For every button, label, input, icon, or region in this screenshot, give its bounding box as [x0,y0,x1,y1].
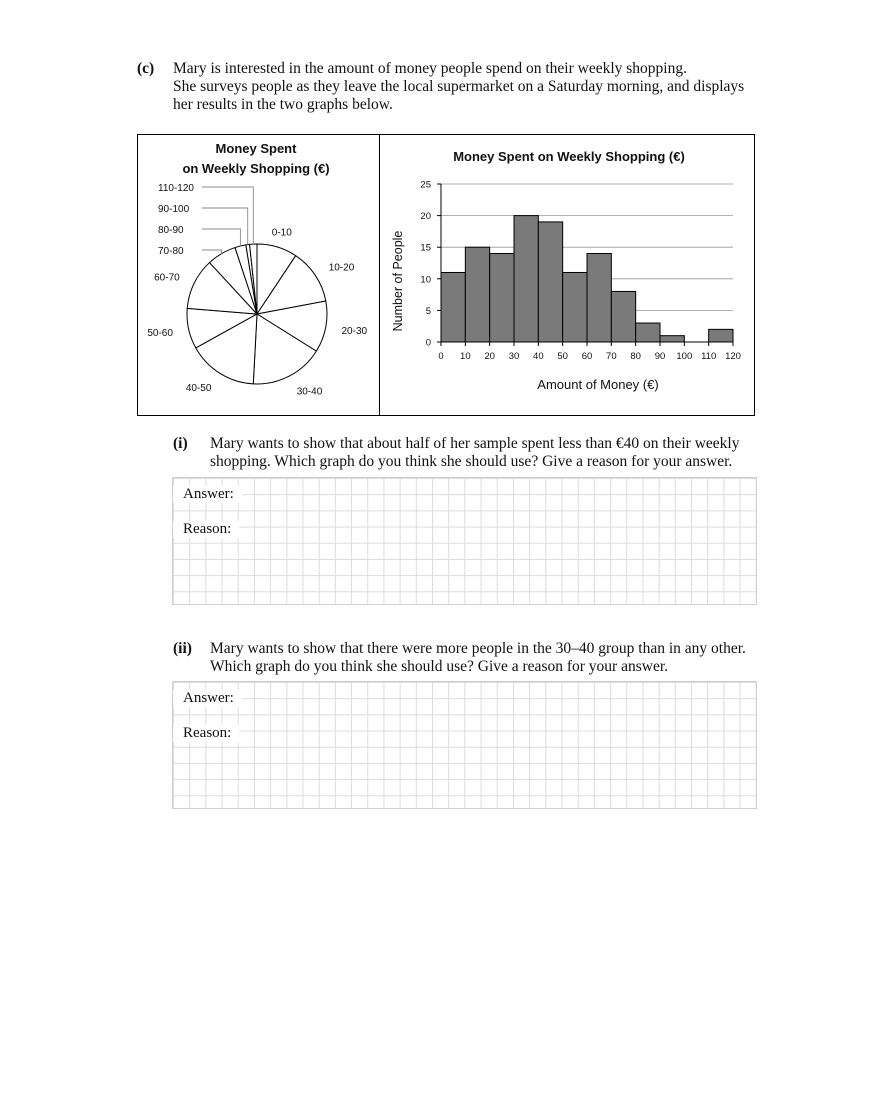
histogram-xtick-20: 20 [484,351,495,362]
histogram-ytick-10: 10 [420,274,431,286]
histogram-xlabel: Amount of Money (€) [537,377,659,392]
intro-line-1: Mary is interested in the amount of money people spend on their weekly shopping. [173,60,687,77]
part-ii-line-1: Mary wants to show that there were more people in the 30–40 group than in any other. [210,640,746,657]
pie-label-10-20: 10-20 [328,262,355,274]
histogram-bar-50-60 [563,272,587,342]
pie-label-30-40: 30-40 [296,386,323,398]
part-i-reason-label: Reason: [173,521,239,538]
histogram-bar-30-40 [514,216,538,342]
histogram-bar-80-90 [636,323,660,342]
histogram-xtick-120: 120 [725,351,741,362]
pie-label-60-70: 60-70 [154,272,180,284]
pie-leader-80-90 [202,229,240,246]
part-label-c: (c) [137,60,155,77]
pie-label-0-10: 0-10 [271,227,292,239]
part-i-answer-label: Answer: [173,486,242,503]
pie-label-50-60: 50-60 [147,328,173,340]
part-i-line-1: Mary wants to show that about half of her sample spent less than €40 on their weekly [210,435,740,452]
pie-label-20-30: 20-30 [341,325,368,337]
pie-label-110-120: 110-120 [158,183,194,194]
part-ii-reason-label: Reason: [173,725,239,742]
part-label-ii: (ii) [173,640,192,657]
histogram-xtick-30: 30 [508,351,520,362]
pie-leader-110-120 [202,187,253,244]
part-i-text [210,435,739,471]
histogram-xtick-110: 110 [701,351,717,362]
part-i-answer-area[interactable] [172,477,757,605]
histogram-bar-60-70 [587,254,611,342]
histogram-xtick-80: 80 [630,351,641,362]
histogram-xtick-0: 0 [438,351,444,362]
histogram-bar-20-30 [490,254,514,342]
pie-title-line-2: on Weekly Shopping (€) [182,161,330,176]
pie-label-80-90: 80-90 [158,225,184,236]
histogram-title: Money Spent on Weekly Shopping (€) [453,149,685,164]
pie-leader-70-80 [202,250,221,254]
histogram-bar-40-50 [538,222,562,342]
histogram-xtick-100: 100 [676,351,693,362]
part-label-i: (i) [173,435,188,452]
pie-title-line-1: Money Spent [215,141,297,156]
histogram-bar-0-10 [441,272,465,342]
graphs-panel [137,134,755,416]
histogram-bar-90-100 [660,336,684,342]
histogram-xtick-50: 50 [557,351,568,362]
histogram-ytick-15: 15 [420,242,431,254]
pie-chart [138,135,379,415]
part-ii-answer-area[interactable] [172,681,757,809]
histogram-ylabel: Number of People [391,230,405,332]
histogram-bar-110-120 [709,329,733,342]
histogram-ytick-0: 0 [425,337,431,349]
histogram-bar-70-80 [611,291,635,342]
histogram-ytick-5: 5 [425,305,431,317]
pie-label-70-80: 70-80 [158,246,184,257]
question-intro [173,60,744,114]
pie-slices [187,244,327,384]
histogram-bar-10-20 [465,247,489,342]
pie-label-40-50: 40-50 [185,382,212,394]
part-i-line-2: shopping. Which graph do you think she should use? Give a reason for your answer. [210,453,733,470]
intro-line-2: She surveys people as they leave the local supermarket on a Saturday morning, and displays [173,78,745,95]
part-ii-text [210,640,746,676]
histogram-xtick-60: 60 [581,351,593,362]
intro-line-3: her results in the two graphs below. [173,96,393,113]
part-ii-line-2: Which graph do you think she should use? Give a reason for your answer. [210,658,668,675]
part-ii-answer-label: Answer: [173,690,242,707]
histogram-chart [380,135,754,415]
pie-label-90-100: 90-100 [158,204,190,215]
histogram-xtick-70: 70 [606,351,617,362]
histogram-xtick-40: 40 [533,351,544,362]
pie-leader-90-100 [202,208,248,245]
histogram-xtick-90: 90 [654,351,666,362]
histogram-ytick-20: 20 [420,211,431,223]
histogram-ytick-25: 25 [420,179,431,191]
histogram-xtick-10: 10 [460,351,471,362]
